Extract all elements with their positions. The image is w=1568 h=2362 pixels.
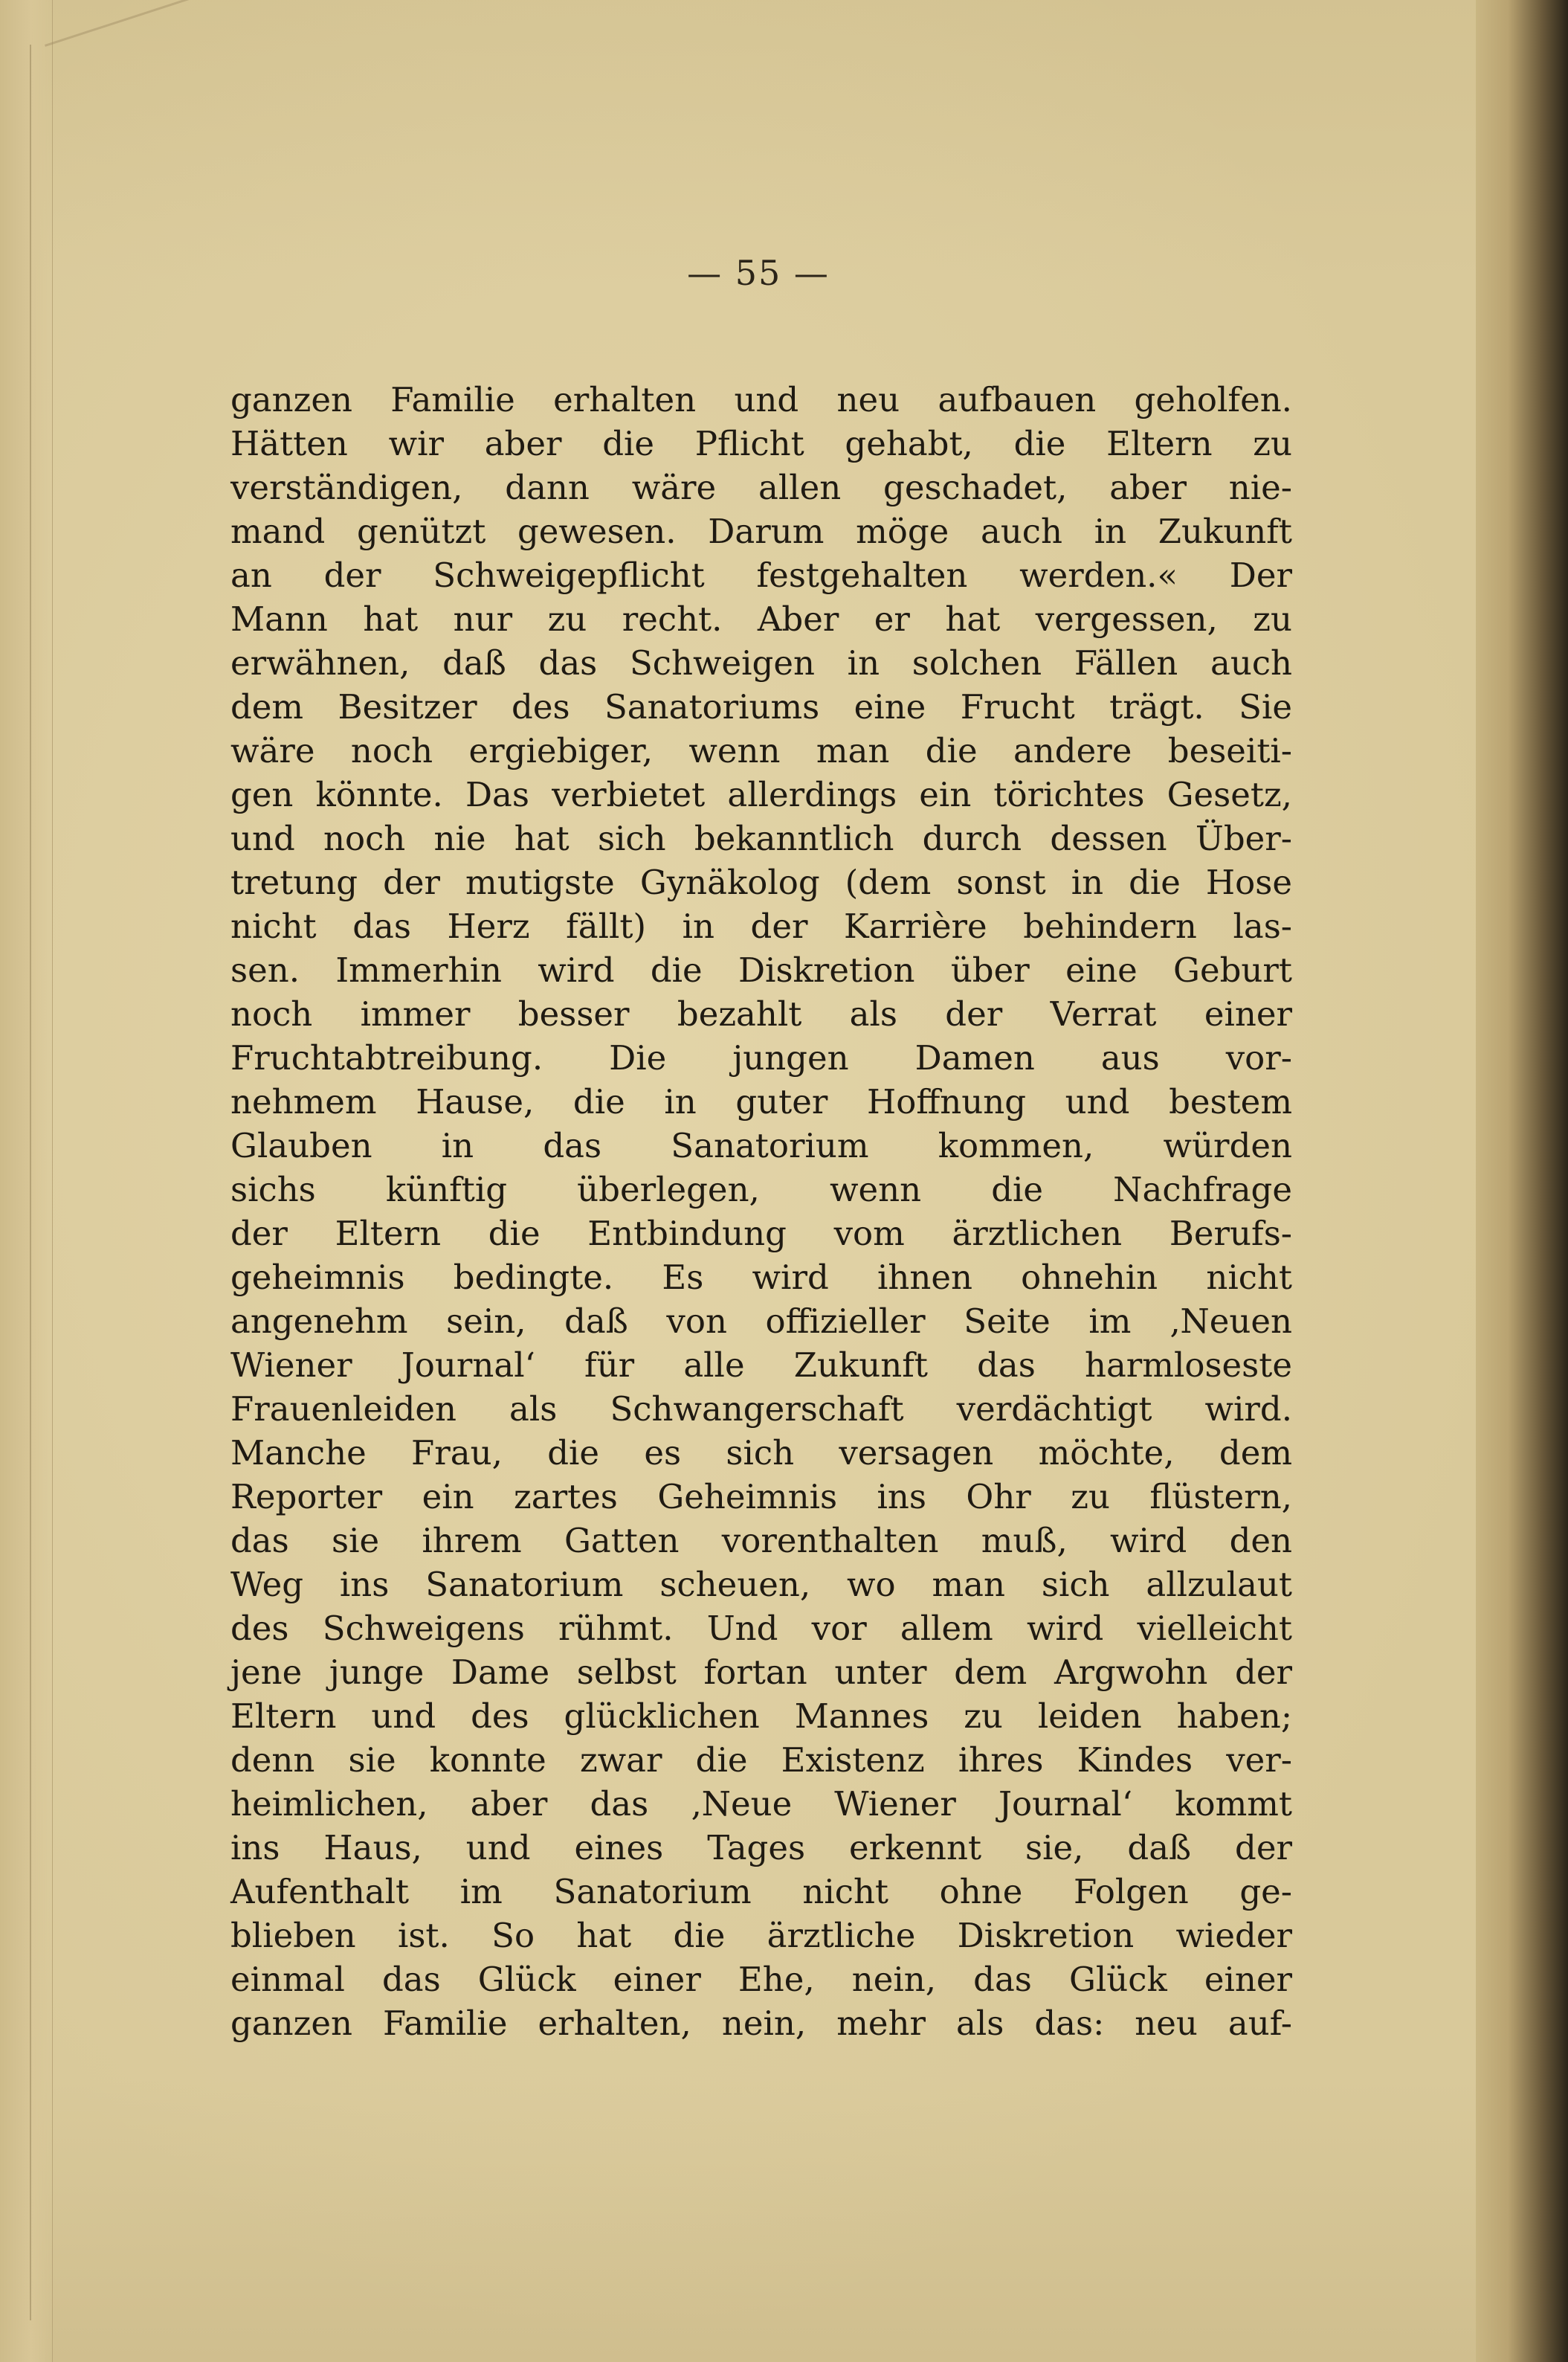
text-line: erwähnen, daß das Schweigen in solchen Fällen auch	[230, 643, 1292, 683]
text-line: ins Haus, und eines Tages erkennt sie, daß der	[230, 1828, 1292, 1867]
text-line: angenehm sein, daß von offizieller Seite im ‚Neuen	[230, 1301, 1292, 1341]
paper-crease	[45, 0, 413, 47]
text-line: sen. Immerhin wird die Diskretion über eine Geburt	[230, 950, 1292, 990]
page-number: — 55 —	[687, 253, 830, 293]
text-line: Hätten wir aber die Pflicht gehabt, die Eltern zu	[230, 424, 1292, 463]
page-edge-line	[30, 45, 31, 2320]
text-line: mand genützt gewesen. Darum möge auch in Zukunft	[230, 512, 1292, 551]
text-line: an der Schweigepflicht festgehalten werden.« Der	[230, 556, 1292, 595]
text-line: blieben ist. So hat die ärztliche Diskretion wieder	[230, 1916, 1292, 1955]
text-line: Reporter ein zartes Geheimnis ins Ohr zu flüstern,	[230, 1477, 1292, 1516]
text-line: verständigen, dann wäre allen geschadet, aber nie-	[230, 468, 1292, 507]
text-line: geheimnis bedingte. Es wird ihnen ohnehin nicht	[230, 1258, 1292, 1297]
text-line: und noch nie hat sich bekanntlich durch dessen Über-	[230, 819, 1292, 858]
text-line: tretung der mutigste Gynäkolog (dem sonst in die Hose	[230, 863, 1292, 902]
text-line: Aufenthalt im Sanatorium nicht ohne Folgen ge-	[230, 1872, 1292, 1911]
text-line: Manche Frau, die es sich versagen möchte, dem	[230, 1433, 1292, 1473]
text-line: wäre noch ergiebiger, wenn man die andere beseiti-	[230, 731, 1292, 770]
text-line: denn sie konnte zwar die Existenz ihres Kindes ver-	[230, 1740, 1292, 1780]
text-line: sichs künftig überlegen, wenn die Nachfrage	[230, 1170, 1292, 1209]
text-line: gen könnte. Das verbietet allerdings ein törichtes Gesetz,	[230, 775, 1292, 814]
text-line: noch immer besser bezahlt als der Verrat einer	[230, 994, 1292, 1034]
text-line: heimlichen, aber das ‚Neue Wiener Journal‘ kommt	[230, 1784, 1292, 1824]
text-line: Frauenleiden als Schwangerschaft verdächtigt wird.	[230, 1389, 1292, 1429]
text-line: der Eltern die Entbindung vom ärztlichen Berufs-	[230, 1214, 1292, 1253]
text-line: des Schweigens rühmt. Und vor allem wird vielleicht	[230, 1609, 1292, 1648]
page-left-edge	[0, 0, 53, 2362]
text-line: Mann hat nur zu recht. Aber er hat vergessen, zu	[230, 599, 1292, 639]
text-line: das sie ihrem Gatten vorenthalten muß, wird den	[230, 1521, 1292, 1560]
text-line: Wiener Journal‘ für alle Zukunft das harmloseste	[230, 1345, 1292, 1385]
book-gutter	[1476, 0, 1568, 2362]
text-line: nehmem Hause, die in guter Hoffnung und bestem	[230, 1082, 1292, 1122]
body-text	[230, 378, 1292, 2045]
text-line: jene junge Dame selbst fortan unter dem Argwohn der	[230, 1653, 1292, 1692]
text-line: nicht das Herz fällt) in der Karrière behindern las-	[230, 907, 1292, 946]
text-line: Eltern und des glücklichen Mannes zu leiden haben;	[230, 1696, 1292, 1736]
text-line: einmal das Glück einer Ehe, nein, das Glück einer	[230, 1960, 1292, 1999]
text-line: dem Besitzer des Sanatoriums eine Frucht trägt. Sie	[230, 687, 1292, 727]
text-line: ganzen Familie erhalten und neu aufbauen geholfen.	[230, 380, 1292, 419]
text-line: Weg ins Sanatorium scheuen, wo man sich allzulaut	[230, 1565, 1292, 1604]
text-line: ganzen Familie erhalten, nein, mehr als das: neu auf-	[230, 2004, 1292, 2043]
text-line: Glauben in das Sanatorium kommen, würden	[230, 1126, 1292, 1165]
text-line: Fruchtabtreibung. Die jungen Damen aus vor-	[230, 1038, 1292, 1078]
